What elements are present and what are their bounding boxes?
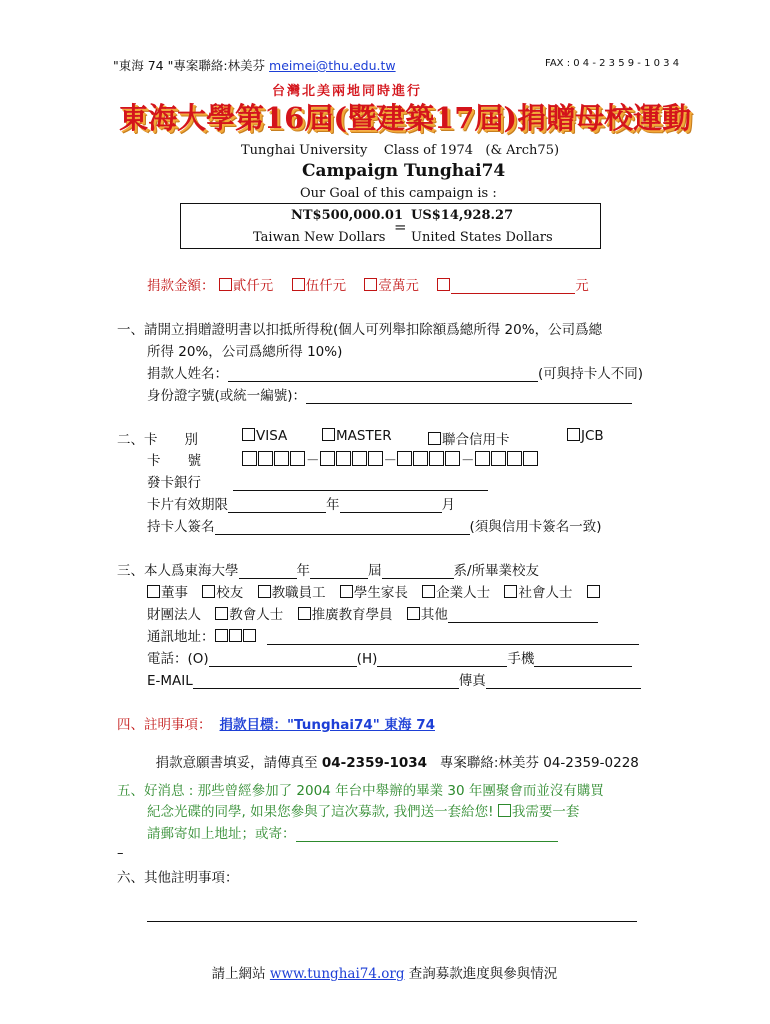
section1-line1: 一、請開立捐贈證明書以扣抵所得稅(個人可列舉扣除額爲總所得 20%，公司爲總 bbox=[117, 322, 603, 338]
card-type-visa[interactable]: VISA bbox=[242, 428, 287, 444]
phone-row: 電話：(O) (H) 手機 bbox=[147, 647, 632, 667]
email-row: E-MAIL 傳真 bbox=[147, 669, 641, 689]
header-contact bbox=[113, 56, 396, 74]
section5-line1: 五、好消息 : 那些曾經參加了 2004 年台中舉辦的畢業 30 年團聚會而並沒有購買 bbox=[117, 783, 604, 799]
address-label: 通訊地址： bbox=[147, 629, 215, 645]
ntd-amount: NT$500,000.01 bbox=[291, 208, 404, 223]
checkbox-icon[interactable] bbox=[242, 428, 255, 441]
donation-amount-row bbox=[147, 274, 589, 294]
donation-option-5000[interactable]: 伍仟元 bbox=[292, 278, 347, 294]
other-amount-field[interactable] bbox=[451, 279, 575, 294]
banner-subtitle: 台灣北美兩地同時進行 bbox=[272, 84, 423, 99]
zip-box[interactable] bbox=[229, 629, 242, 642]
checkbox-icon[interactable] bbox=[364, 278, 377, 291]
donation-target-link[interactable]: 捐款目標："Tunghai74" 東海 74 bbox=[219, 717, 435, 733]
donor-name-row bbox=[147, 362, 643, 382]
checkbox-icon[interactable] bbox=[428, 432, 441, 445]
banner-title: 東海大學第16屆(暨建築17屆)捐贈母校運動 bbox=[119, 101, 692, 135]
expiry-year-field[interactable] bbox=[228, 498, 326, 513]
usd-amount: US$14,928.27 bbox=[411, 208, 514, 223]
role-church[interactable]: 教會人士 bbox=[215, 607, 283, 623]
signature-label: 持卡人簽名 bbox=[147, 519, 215, 535]
role-extension[interactable]: 推廣教育學員 bbox=[298, 607, 393, 623]
checkbox-icon[interactable] bbox=[567, 428, 580, 441]
card-type-master[interactable]: MASTER bbox=[322, 428, 392, 444]
section5-line3: 請郵寄如上地址；或寄： bbox=[147, 822, 558, 842]
expiry-row: 卡片有效期限 年 月 bbox=[147, 497, 455, 513]
roles-row-1 bbox=[147, 581, 601, 601]
role-extra-checkbox[interactable] bbox=[587, 585, 601, 601]
role-alumni[interactable]: 校友 bbox=[202, 585, 243, 601]
email-label: E-MAIL bbox=[147, 673, 193, 689]
alumni-dept-field[interactable] bbox=[382, 564, 454, 579]
role-other[interactable]: 其他 bbox=[407, 607, 598, 623]
role-foundation: 財團法人 bbox=[147, 607, 201, 623]
roles-row-2 bbox=[147, 603, 598, 623]
alumni-class-field[interactable] bbox=[310, 564, 368, 579]
donation-option-2000[interactable]: 貳仟元 bbox=[219, 278, 274, 294]
section1-line2: 所得 20%，公司爲總所得 10%) bbox=[147, 344, 343, 360]
id-field[interactable] bbox=[306, 389, 632, 404]
checkbox-icon[interactable] bbox=[292, 278, 305, 291]
id-label: 身份證字號(或統一編號)： bbox=[147, 388, 307, 404]
signature-row bbox=[147, 515, 602, 535]
alumni-year-field[interactable] bbox=[239, 564, 297, 579]
section6-dash: – bbox=[117, 846, 124, 861]
signature-note: (須與信用卡簽名一致) bbox=[469, 519, 602, 535]
website-link[interactable]: www.tunghai74.org bbox=[269, 966, 405, 982]
alumni-row: 三、本人爲東海大學 年 屆 系/所畢業校友 bbox=[117, 563, 540, 579]
card-number-label: 卡 號 bbox=[147, 453, 201, 469]
donor-name-note: (可與持卡人不同) bbox=[538, 366, 644, 382]
issuer-label: 發卡銀行 bbox=[147, 475, 201, 491]
role-other-field[interactable] bbox=[448, 608, 598, 623]
role-director[interactable]: 董事 bbox=[147, 585, 188, 601]
header-contact-text: "東海 74 "專案聯絡:林美芬 bbox=[113, 58, 270, 73]
phone-home-field[interactable] bbox=[377, 652, 507, 667]
equals-sign: = bbox=[394, 218, 407, 236]
donation-label: 捐款金額： bbox=[147, 278, 215, 294]
card-type-union[interactable]: 聯合信用卡 bbox=[428, 428, 510, 448]
role-staff[interactable]: 教職員工 bbox=[258, 585, 326, 601]
goal-intro: Our Goal of this campaign is : bbox=[300, 186, 497, 201]
donation-option-10000[interactable]: 壹萬元 bbox=[364, 278, 419, 294]
checkbox-icon[interactable] bbox=[437, 278, 450, 291]
checkbox-icon[interactable] bbox=[322, 428, 335, 441]
card-number-field[interactable]: － － － bbox=[242, 449, 539, 469]
fax-field[interactable] bbox=[486, 674, 641, 689]
signature-field[interactable] bbox=[215, 520, 470, 535]
campaign-name: Campaign Tunghai74 bbox=[302, 161, 506, 181]
role-society[interactable]: 社會人士 bbox=[504, 585, 572, 601]
expiry-month-field[interactable] bbox=[340, 498, 442, 513]
zip-box[interactable] bbox=[215, 629, 228, 642]
expiry-label: 卡片有效期限 bbox=[147, 497, 228, 513]
footer: 請上網站 www.tunghai74.org 查詢募款進度與參與情況 bbox=[211, 966, 558, 982]
checkbox-icon[interactable] bbox=[219, 278, 232, 291]
fax-number: 04-2359-1034 bbox=[321, 755, 428, 771]
address-row bbox=[147, 625, 639, 645]
header-fax: FAX : 0 4 - 2 3 5 9 - 1 0 3 4 bbox=[545, 58, 680, 69]
section5-line2: 紀念光碟的同學, 如果您參與了這次募款, 我們送一套給您! 我需要一套 bbox=[147, 804, 580, 820]
mail-to-field[interactable] bbox=[296, 827, 558, 842]
phone-label: 電話：(O) bbox=[147, 651, 209, 667]
zip-box[interactable] bbox=[243, 629, 256, 642]
phone-office-field[interactable] bbox=[209, 652, 357, 667]
email-field[interactable] bbox=[193, 674, 459, 689]
section4-label: 四、註明事項： bbox=[117, 717, 212, 733]
donor-name-field[interactable] bbox=[228, 367, 538, 382]
need-cd-checkbox[interactable] bbox=[498, 804, 511, 817]
section4-row2: 捐款意願書填妥，請傳真至 04-2359-1034 專案聯絡:林美芬 04-2359-0228 bbox=[155, 755, 639, 771]
card-type-label: 二、卡 別 bbox=[117, 432, 198, 448]
issuer-field[interactable] bbox=[233, 476, 488, 491]
ntd-label: Taiwan New Dollars bbox=[253, 230, 386, 245]
mobile-field[interactable] bbox=[534, 652, 632, 667]
role-parent[interactable]: 學生家長 bbox=[340, 585, 408, 601]
usd-label: United States Dollars bbox=[411, 230, 553, 245]
id-row bbox=[147, 384, 632, 404]
donation-option-other[interactable]: 元 bbox=[437, 278, 589, 294]
header-email-link[interactable]: meimei@thu.edu.tw bbox=[269, 58, 396, 73]
issuer-row bbox=[147, 471, 488, 491]
card-type-jcb[interactable]: JCB bbox=[567, 428, 604, 444]
campaign-class-line: Tunghai University Class of 1974 (& Arch75) bbox=[241, 143, 560, 158]
section6-label: 六、其他註明事項： bbox=[117, 870, 239, 886]
role-business[interactable]: 企業人士 bbox=[422, 585, 490, 601]
donor-name-label: 捐款人姓名： bbox=[147, 366, 228, 382]
section4-row1 bbox=[117, 713, 435, 733]
address-field[interactable] bbox=[267, 630, 639, 645]
notes-line[interactable] bbox=[147, 921, 637, 922]
